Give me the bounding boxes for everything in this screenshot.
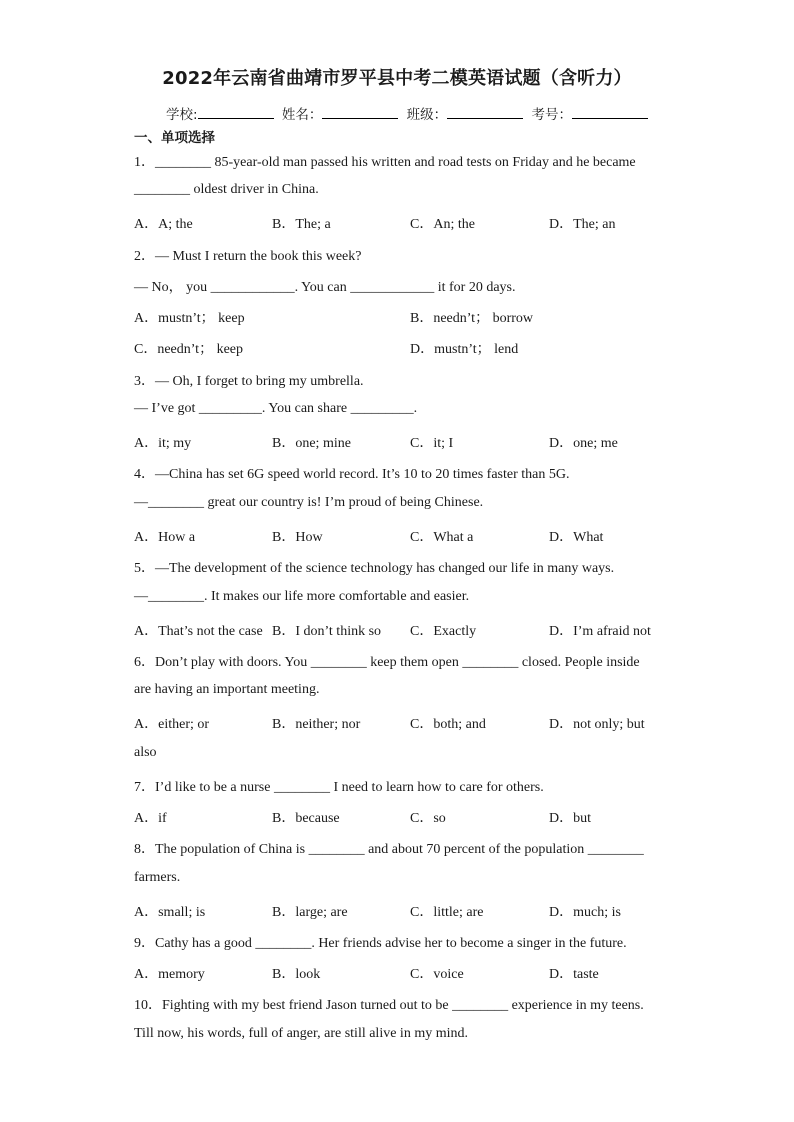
question-6-option-d-continued: also (134, 745, 157, 760)
question-6-option-a: A．either; or (134, 717, 210, 732)
question-8-option-d: D．much; is (549, 905, 621, 920)
question-10-line-2: Till now, his words, full of anger, are still alive in my mind. (134, 1026, 468, 1041)
question-8-option-a: A．small; is (134, 905, 206, 920)
question-6-line-1: 6．Don’t play with doors. You ________ keep them open ________ closed. People inside (134, 655, 640, 670)
class-blank (447, 104, 523, 119)
question-8-option-b: B．large; are (272, 905, 348, 920)
school-blank (198, 104, 274, 119)
question-9-option-c: C．voice (410, 967, 464, 982)
question-4-option-b: B．How (272, 530, 323, 545)
name-blank (322, 104, 398, 119)
question-1-option-a: A．A; the (134, 217, 193, 232)
question-3-option-d: D．one; me (549, 436, 618, 451)
question-7-line-1: 7．I’d like to be a nurse ________ I need to learn how to care for others. (134, 780, 544, 795)
question-2-line-1: 2．— Must I return the book this week? (134, 249, 362, 264)
question-5-option-d: D．I’m afraid not (549, 624, 651, 639)
question-9-option-b: B．look (272, 967, 321, 982)
question-5-option-c: C．Exactly (410, 624, 477, 639)
question-1-line-2: ________ oldest driver in China. (134, 182, 319, 197)
question-1-option-b: B．The; a (272, 217, 331, 232)
question-3-option-c: C．it; I (410, 436, 454, 451)
question-6-option-d: D．not only; but (549, 717, 645, 732)
question-7-option-a: A．if (134, 811, 167, 826)
question-8-line-2: farmers. (134, 870, 181, 885)
number-blank (572, 104, 648, 119)
question-6-line-2: are having an important meeting. (134, 682, 320, 697)
question-5-line-2: —________. It makes our life more comfortable and easier. (134, 589, 470, 604)
question-3-option-b: B．one; mine (272, 436, 351, 451)
question-5-option-a: A．That’s not the case (134, 624, 263, 639)
question-7-option-c: C．so (410, 811, 446, 826)
question-1-option-d: D．The; an (549, 217, 616, 232)
question-6-option-c: C．both; and (410, 717, 486, 732)
student-info-row (166, 103, 648, 123)
question-2-option-d: D．mustn’t； lend (410, 342, 519, 357)
question-4-line-2: —________ great our country is! I’m proud of being Chinese. (134, 495, 484, 510)
question-4-line-1: 4．—China has set 6G speed world record. It’s 10 to 20 times faster than 5G. (134, 467, 570, 482)
question-9-option-d: D．taste (549, 967, 599, 982)
question-1-line-1: 1．________ 85-year-old man passed his written and road tests on Friday and he became (134, 155, 636, 170)
question-6-option-b: B．neither; nor (272, 717, 361, 732)
question-2-option-c: C．needn’t； keep (134, 342, 243, 357)
question-8-line-1: 8．The population of China is ________ and about 70 percent of the population ________ (134, 842, 644, 857)
question-4-option-d: D．What (549, 530, 604, 545)
question-7-option-b: B．because (272, 811, 340, 826)
question-9-option-a: A．memory (134, 967, 205, 982)
class-label: 班级： (406, 107, 448, 123)
exam-title: 2022年云南省曲靖市罗平县中考二模英语试题（含听力） (162, 68, 632, 89)
question-4-option-c: C．What a (410, 530, 474, 545)
number-label: 考号： (531, 107, 572, 123)
question-5-line-1: 5．—The development of the science technology has changed our life in many ways. (134, 561, 615, 576)
question-2-option-b: B．needn’t； borrow (410, 311, 533, 326)
question-3-option-a: A．it; my (134, 436, 192, 451)
question-2-line-2: — No， you ____________. You can ____________ it for 20 days. (134, 280, 516, 295)
question-8-option-c: C．little; are (410, 905, 484, 920)
school-label: 学校: (166, 107, 198, 123)
section-title: 一、单项选择 (134, 130, 215, 146)
question-10-line-1: 10．Fighting with my best friend Jason turned out to be ________ experience in my teens. (134, 998, 644, 1013)
question-3-line-1: 3．— Oh, I forget to bring my umbrella. (134, 374, 364, 389)
question-5-option-b: B．I don’t think so (272, 624, 382, 639)
question-4-option-a: A．How a (134, 530, 196, 545)
question-9-line-1: 9．Cathy has a good ________. Her friends advise her to become a singer in the future. (134, 936, 627, 951)
question-7-option-d: D．but (549, 811, 591, 826)
question-2-option-a: A．mustn’t； keep (134, 311, 245, 326)
question-1-option-c: C．An; the (410, 217, 475, 232)
question-3-line-2: — I’ve got _________. You can share _________. (134, 401, 418, 416)
name-label: 姓名： (281, 107, 323, 123)
